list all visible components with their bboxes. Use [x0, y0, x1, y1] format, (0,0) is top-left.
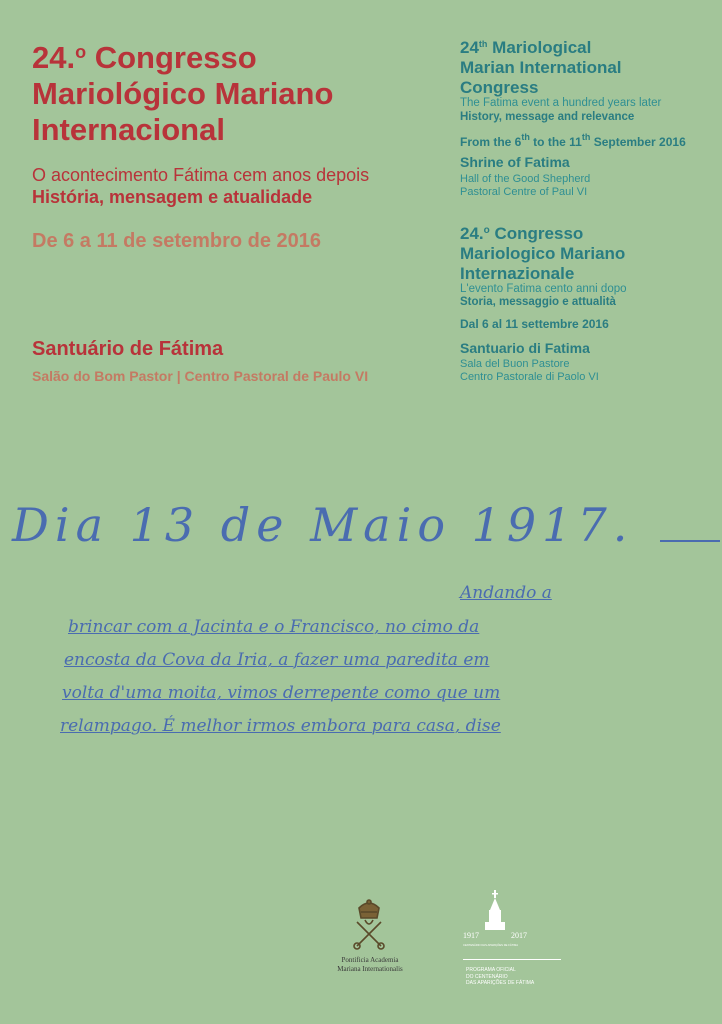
- title-line2: Mariológico Mariano: [32, 76, 334, 111]
- title-line1: Mariological: [492, 38, 592, 57]
- title-line3: Internazionale: [460, 264, 575, 283]
- dates-part: to the 11: [529, 135, 582, 149]
- divider: [463, 959, 561, 960]
- english-title: [460, 34, 710, 98]
- dates-part: September 2016: [590, 135, 686, 149]
- italian-subtitle-bold: Storia, messaggio e attualità: [460, 296, 616, 308]
- english-subtitle: The Fatima event a hundred years later: [460, 97, 662, 109]
- title-ordinal: th: [478, 39, 488, 49]
- academy-line: Mariana Internationalis: [337, 965, 403, 973]
- handwritten-line: encosta da Cova da Iria, a fazer uma paredita em: [64, 650, 490, 670]
- portuguese-title: [32, 34, 452, 148]
- title-ordinal: o: [75, 42, 87, 62]
- program-line: DAS APARIÇÕES DE FÁTIMA: [466, 980, 535, 986]
- portuguese-venue: Santuário de Fátima: [32, 338, 224, 360]
- title-line1: Congresso: [494, 224, 584, 243]
- english-venue-line: Hall of the Good Shepherd: [460, 173, 591, 185]
- handwritten-line: volta d'uma moita, vimos derrepente como que um: [62, 683, 501, 703]
- title-line3: Internacional: [32, 112, 225, 147]
- portuguese-subtitle-bold: História, mensagem e atualidade: [32, 187, 313, 207]
- title-line2: Mariologico Mariano: [460, 244, 626, 263]
- program-line: DO CENTENÁRIO: [466, 973, 508, 980]
- italian-subtitle: L'evento Fatima cento anni dopo: [460, 283, 627, 295]
- papal-keys-icon: [345, 898, 393, 952]
- title-line2: Marian International: [460, 58, 622, 77]
- title-line1: Congresso: [94, 40, 257, 75]
- centenary-year-end: 2017: [511, 931, 527, 940]
- dates-part: From the 6: [460, 135, 522, 149]
- portuguese-dates: De 6 a 11 de setembro de 2016: [32, 230, 322, 252]
- program-line: PROGRAMA OFICIAL: [466, 967, 516, 973]
- title-number: 24.: [32, 40, 76, 75]
- portuguese-venue-detail: Salão do Bom Pastor | Centro Pastoral de Paulo VI: [32, 368, 369, 384]
- italian-venue-line: Sala del Buon Pastore: [460, 358, 570, 370]
- academy-line: Pontificia Academia: [341, 956, 399, 964]
- title-ordinal: o: [483, 225, 490, 236]
- centenary-caption: CENTENÁRIO DAS APARIÇÕES DE FÁTIMA: [463, 944, 519, 947]
- centenary-program-label: [466, 967, 566, 987]
- basilica-tower-icon: [463, 888, 535, 948]
- portuguese-subtitle: O acontecimento Fátima cem anos depois: [32, 165, 370, 185]
- dates-ordinal: th: [581, 132, 591, 142]
- dates-ordinal: th: [521, 132, 530, 142]
- italian-venue-line: Centro Pastorale di Paolo VI: [460, 371, 599, 383]
- title-number: 24.: [460, 224, 484, 243]
- english-dates: [460, 132, 710, 149]
- english-subtitle-bold: History, message and relevance: [460, 111, 635, 123]
- title-number: 24: [460, 38, 479, 57]
- title-line3: Congress: [460, 78, 539, 97]
- italian-title: [460, 221, 710, 284]
- centenary-year-start: 1917: [463, 931, 479, 940]
- handwritten-line: brincar com a Jacinta e o Francisco, no cimo da: [68, 617, 480, 637]
- handwritten-dash: [660, 540, 720, 542]
- academy-name: [322, 956, 418, 974]
- english-venue: Shrine of Fatima: [460, 154, 570, 170]
- italian-dates: Dal 6 al 11 settembre 2016: [460, 317, 609, 331]
- handwritten-line: Andando a: [460, 583, 552, 603]
- italian-venue: Santuario di Fatima: [460, 340, 590, 356]
- english-venue-line: Pastoral Centre of Paul VI: [460, 186, 588, 198]
- handwritten-title: Dia 13 de Maio 1917.: [12, 498, 634, 552]
- handwritten-line: relampago. É melhor irmos embora para casa, dise: [60, 716, 501, 736]
